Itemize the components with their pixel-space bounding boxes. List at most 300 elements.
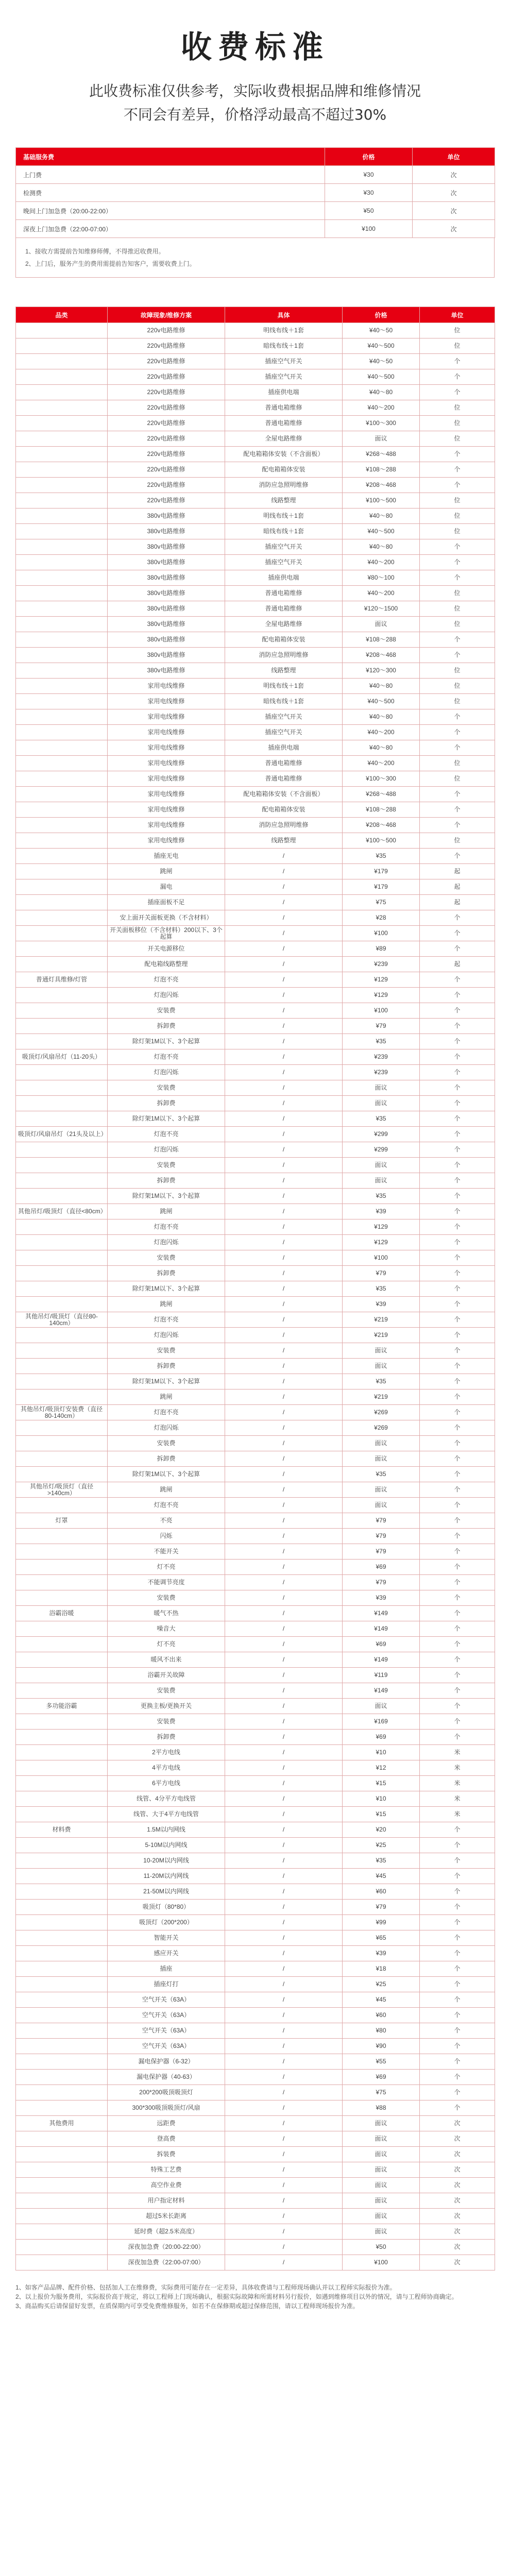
price-cell: ¥179 — [343, 864, 420, 879]
unit-cell: 个 — [420, 570, 495, 586]
category-cell — [16, 2147, 108, 2162]
unit-cell: 起 — [420, 895, 495, 910]
detail-cell: / — [225, 1467, 343, 1482]
main-header-cell: 单位 — [420, 307, 495, 323]
basic-cell: ¥100 — [325, 220, 413, 238]
price-cell: ¥40～80 — [343, 740, 420, 756]
issue-cell: 暖气不热 — [108, 1606, 225, 1621]
unit-cell: 位 — [420, 694, 495, 709]
detail-cell: / — [225, 1544, 343, 1560]
table-row — [16, 1127, 495, 1142]
price-cell: ¥40～50 — [343, 323, 420, 338]
price-cell: ¥299 — [343, 1142, 420, 1158]
category-cell — [16, 586, 108, 601]
price-cell: ¥129 — [343, 972, 420, 988]
category-cell — [16, 2209, 108, 2224]
unit-cell: 位 — [420, 663, 495, 679]
issue-cell: 除灯架1M以下、3个起算 — [108, 1111, 225, 1127]
issue-cell: 不亮 — [108, 1513, 225, 1529]
basic-note: 2、上门后，服务产生的费用需提前告知客户，需要收费上门。 — [25, 260, 196, 267]
table-row — [16, 524, 495, 539]
unit-cell: 个 — [420, 1235, 495, 1250]
unit-cell: 个 — [420, 1189, 495, 1204]
unit-cell: 个 — [420, 1158, 495, 1173]
table-row — [16, 910, 495, 926]
unit-cell: 米 — [420, 1760, 495, 1776]
unit-cell: 个 — [420, 1204, 495, 1219]
price-cell: ¥268～488 — [343, 787, 420, 802]
issue-cell: 空气开关（63A） — [108, 2008, 225, 2023]
unit-cell: 次 — [420, 2209, 495, 2224]
price-cell: ¥40～80 — [343, 509, 420, 524]
basic-row — [16, 166, 495, 184]
detail-cell: / — [225, 1142, 343, 1158]
table-row — [16, 1281, 495, 1297]
category-cell — [16, 493, 108, 509]
price-cell: ¥40～500 — [343, 338, 420, 354]
detail-cell: / — [225, 1791, 343, 1807]
price-cell: ¥208～468 — [343, 648, 420, 663]
unit-cell: 个 — [420, 1142, 495, 1158]
basic-cell: ¥30 — [325, 166, 413, 184]
category-cell — [16, 2193, 108, 2209]
table-row — [16, 1096, 495, 1111]
price-cell: 面议 — [343, 2224, 420, 2240]
detail-cell: / — [225, 1513, 343, 1529]
issue-cell: 220v电路维修 — [108, 400, 225, 416]
issue-cell: 家用电线维修 — [108, 725, 225, 740]
detail-cell: / — [225, 1915, 343, 1930]
issue-cell: 拆卸费 — [108, 1730, 225, 1745]
unit-cell: 位 — [420, 431, 495, 447]
category-cell — [16, 709, 108, 725]
issue-cell: 灯不亮 — [108, 1560, 225, 1575]
table-row — [16, 2178, 495, 2193]
price-cell: ¥100 — [343, 2255, 420, 2270]
issue-cell: 灯泡闪烁 — [108, 1328, 225, 1343]
price-cell: 面议 — [343, 2147, 420, 2162]
issue-cell: 380v电路维修 — [108, 663, 225, 679]
category-cell: 其他吊灯/吸顶灯（直径80-140cm） — [16, 1312, 108, 1328]
category-cell — [16, 2100, 108, 2116]
issue-cell: 220v电路维修 — [108, 462, 225, 478]
price-cell: ¥239 — [343, 1065, 420, 1080]
basic-row — [16, 202, 495, 220]
price-cell: ¥45 — [343, 1992, 420, 2008]
unit-cell: 次 — [420, 2162, 495, 2178]
table-row — [16, 1544, 495, 1560]
table-row — [16, 555, 495, 570]
issue-cell: 高空作业费 — [108, 2178, 225, 2193]
issue-cell: 家用电线维修 — [108, 679, 225, 694]
price-cell: ¥69 — [343, 1560, 420, 1575]
issue-cell: 灯泡闪烁 — [108, 1142, 225, 1158]
unit-cell: 位 — [420, 400, 495, 416]
unit-cell: 米 — [420, 1745, 495, 1760]
detail-cell: / — [225, 1003, 343, 1019]
issue-cell: 1.5M以内网线 — [108, 1822, 225, 1838]
issue-cell: 220v电路维修 — [108, 431, 225, 447]
table-row — [16, 709, 495, 725]
category-cell — [16, 1961, 108, 1977]
issue-cell: 插座 — [108, 1961, 225, 1977]
category-cell — [16, 771, 108, 787]
unit-cell: 个 — [420, 1529, 495, 1544]
price-cell: ¥10 — [343, 1791, 420, 1807]
table-row — [16, 1142, 495, 1158]
category-cell — [16, 1374, 108, 1389]
unit-cell: 个 — [420, 1420, 495, 1436]
detail-cell: / — [225, 1946, 343, 1961]
table-row — [16, 539, 495, 555]
category-cell — [16, 1019, 108, 1034]
category-cell — [16, 632, 108, 648]
detail-cell: / — [225, 1219, 343, 1235]
detail-cell: / — [225, 2085, 343, 2100]
price-cell: ¥80 — [343, 2023, 420, 2039]
category-cell: 吸顶灯/风扇吊灯（21头及以上） — [16, 1127, 108, 1142]
price-cell: ¥129 — [343, 1235, 420, 1250]
issue-cell: 220v电路维修 — [108, 478, 225, 493]
issue-cell: 灯泡不亮 — [108, 1498, 225, 1513]
price-cell: ¥100～500 — [343, 833, 420, 849]
detail-cell: / — [225, 2023, 343, 2039]
category-cell — [16, 1560, 108, 1575]
table-row — [16, 1204, 495, 1219]
price-cell: ¥269 — [343, 1420, 420, 1436]
category-cell — [16, 385, 108, 400]
unit-cell: 米 — [420, 1807, 495, 1822]
category-cell — [16, 570, 108, 586]
table-row — [16, 1049, 495, 1065]
category-cell — [16, 2085, 108, 2100]
unit-cell: 个 — [420, 1281, 495, 1297]
price-page — [15, 0, 495, 2311]
unit-cell: 个 — [420, 1173, 495, 1189]
price-cell: ¥208～468 — [343, 818, 420, 833]
unit-cell: 个 — [420, 1915, 495, 1930]
category-cell: 其他费用 — [16, 2116, 108, 2131]
unit-cell: 个 — [420, 2023, 495, 2039]
issue-cell: 拆卸费 — [108, 1173, 225, 1189]
detail-cell: / — [225, 1683, 343, 1699]
table-row — [16, 1590, 495, 1606]
price-cell: 面议 — [343, 617, 420, 632]
table-row — [16, 1173, 495, 1189]
table-row — [16, 431, 495, 447]
table-row — [16, 1498, 495, 1513]
unit-cell: 个 — [420, 1621, 495, 1637]
category-cell — [16, 1003, 108, 1019]
issue-cell: 6平方电线 — [108, 1776, 225, 1791]
subtitle — [15, 79, 495, 127]
unit-cell: 个 — [420, 1714, 495, 1730]
unit-cell: 个 — [420, 1111, 495, 1127]
issue-cell: 漏电保护器（40-63） — [108, 2070, 225, 2085]
table-row — [16, 879, 495, 895]
issue-cell: 灯泡闪烁 — [108, 1065, 225, 1080]
category-cell — [16, 2178, 108, 2193]
issue-cell: 除灯架1M以下、3个起算 — [108, 1374, 225, 1389]
table-row — [16, 1467, 495, 1482]
detail-cell: / — [225, 1235, 343, 1250]
issue-cell: 安装费 — [108, 1250, 225, 1266]
table-row — [16, 1019, 495, 1034]
issue-cell: 380v电路维修 — [108, 524, 225, 539]
category-cell — [16, 1158, 108, 1173]
issue-cell: 380v电路维修 — [108, 632, 225, 648]
price-cell: ¥79 — [343, 1513, 420, 1529]
price-cell: ¥99 — [343, 1915, 420, 1930]
detail-cell: / — [225, 988, 343, 1003]
main-header-row — [16, 307, 495, 323]
unit-cell: 个 — [420, 1436, 495, 1451]
detail-cell: 插座供电端 — [225, 385, 343, 400]
category-cell — [16, 1498, 108, 1513]
basic-cell: 次 — [413, 202, 495, 220]
table-row — [16, 1266, 495, 1281]
detail-cell: 配电箱箱体安装（不含面板） — [225, 787, 343, 802]
unit-cell: 个 — [420, 709, 495, 725]
table-row — [16, 1930, 495, 1946]
category-cell — [16, 694, 108, 709]
unit-cell: 位 — [420, 833, 495, 849]
unit-cell: 个 — [420, 1297, 495, 1312]
issue-cell: 跳闸 — [108, 1297, 225, 1312]
issue-cell: 灯泡不亮 — [108, 1127, 225, 1142]
issue-cell: 灯泡不亮 — [108, 1049, 225, 1065]
category-cell — [16, 1946, 108, 1961]
unit-cell: 个 — [420, 1374, 495, 1389]
category-cell — [16, 2008, 108, 2023]
unit-cell: 个 — [420, 1513, 495, 1529]
category-cell — [16, 941, 108, 957]
issue-cell: 跳闸 — [108, 864, 225, 879]
category-cell — [16, 1745, 108, 1760]
unit-cell: 个 — [420, 1034, 495, 1049]
issue-cell: 220v电路维修 — [108, 338, 225, 354]
issue-cell: 深夜加急费（20:00-22:00） — [108, 2240, 225, 2255]
issue-cell: 拆装费 — [108, 2147, 225, 2162]
issue-cell: 220v电路维修 — [108, 447, 225, 462]
table-row — [16, 849, 495, 864]
issue-cell: 吸顶灯（200*200） — [108, 1915, 225, 1930]
unit-cell: 个 — [420, 1869, 495, 1884]
basic-cell: 深夜上门加急费（22:00-07:00） — [16, 220, 325, 238]
detail-cell: / — [225, 1281, 343, 1297]
table-row — [16, 1961, 495, 1977]
table-row — [16, 740, 495, 756]
detail-cell: / — [225, 2116, 343, 2131]
unit-cell: 次 — [420, 2116, 495, 2131]
category-cell — [16, 539, 108, 555]
price-cell: ¥50 — [343, 2240, 420, 2255]
table-row — [16, 988, 495, 1003]
issue-cell: 除灯架1M以下、3个起算 — [108, 1467, 225, 1482]
detail-cell: / — [225, 1374, 343, 1389]
table-row — [16, 1312, 495, 1328]
detail-cell: / — [225, 1853, 343, 1869]
footer-note: 2、以上报价为服务费用，实际报价高于规定，将以工程师上门现场确认，根据实际故障和所需材料另行报价，如遇到维修项目以外的情况，请与工程师协商确定。 — [15, 2293, 458, 2300]
price-cell: ¥39 — [343, 1297, 420, 1312]
main-table-body — [16, 323, 495, 2270]
table-row — [16, 941, 495, 957]
category-cell — [16, 1838, 108, 1853]
basic-cell: ¥50 — [325, 202, 413, 220]
detail-cell: / — [225, 1019, 343, 1034]
unit-cell: 个 — [420, 2100, 495, 2116]
category-cell — [16, 1235, 108, 1250]
detail-cell: / — [225, 1189, 343, 1204]
issue-cell: 闪烁 — [108, 1529, 225, 1544]
category-cell — [16, 1065, 108, 1080]
unit-cell: 次 — [420, 2240, 495, 2255]
detail-cell: 普通电箱维修 — [225, 416, 343, 431]
unit-cell: 个 — [420, 2008, 495, 2023]
table-row — [16, 663, 495, 679]
detail-cell: 暗线布线＋1套 — [225, 524, 343, 539]
category-cell: 浴霸浴暖 — [16, 1606, 108, 1621]
table-row — [16, 1760, 495, 1776]
price-cell: ¥40～80 — [343, 709, 420, 725]
subtitle-line: 不同会有差异，价格浮动最高不超过30% — [123, 106, 387, 123]
price-cell: ¥55 — [343, 2054, 420, 2070]
issue-cell: 空气开关（63A） — [108, 2039, 225, 2054]
price-cell: 面议 — [343, 2178, 420, 2193]
price-cell: ¥40～80 — [343, 385, 420, 400]
table-row — [16, 1575, 495, 1590]
table-row — [16, 818, 495, 833]
category-cell — [16, 679, 108, 694]
price-cell: ¥35 — [343, 1853, 420, 1869]
price-cell: ¥108～288 — [343, 462, 420, 478]
unit-cell: 个 — [420, 1389, 495, 1405]
issue-cell: 除灯架1M以下、3个起算 — [108, 1034, 225, 1049]
table-row — [16, 462, 495, 478]
issue-cell: 灯泡不亮 — [108, 1405, 225, 1420]
table-row — [16, 2240, 495, 2255]
price-cell: ¥35 — [343, 1281, 420, 1297]
detail-cell: / — [225, 1992, 343, 2008]
unit-cell: 个 — [420, 802, 495, 818]
issue-cell: 吸顶灯（80*80） — [108, 1900, 225, 1915]
issue-cell: 家用电线维修 — [108, 771, 225, 787]
issue-cell: 380v电路维修 — [108, 617, 225, 632]
category-cell — [16, 1575, 108, 1590]
unit-cell: 个 — [420, 787, 495, 802]
category-cell — [16, 849, 108, 864]
price-cell: ¥40～50 — [343, 354, 420, 369]
category-cell — [16, 1250, 108, 1266]
category-cell — [16, 369, 108, 385]
detail-cell: / — [225, 1637, 343, 1652]
detail-cell: / — [225, 2070, 343, 2085]
detail-cell: / — [225, 1359, 343, 1374]
table-row — [16, 1621, 495, 1637]
unit-cell: 个 — [420, 1250, 495, 1266]
table-row — [16, 771, 495, 787]
detail-cell: / — [225, 1096, 343, 1111]
detail-cell: / — [225, 1049, 343, 1065]
category-cell — [16, 1884, 108, 1900]
issue-cell: 家用电线维修 — [108, 802, 225, 818]
unit-cell: 个 — [420, 1467, 495, 1482]
category-cell — [16, 988, 108, 1003]
unit-cell: 次 — [420, 2224, 495, 2240]
unit-cell: 位 — [420, 601, 495, 617]
issue-cell: 开关面板移位（不含材料）200以下、3个起算 — [108, 926, 225, 941]
issue-cell: 灯泡不亮 — [108, 1219, 225, 1235]
unit-cell: 位 — [420, 509, 495, 524]
price-cell: ¥40～200 — [343, 555, 420, 570]
detail-cell: 配电箱箱体安装 — [225, 632, 343, 648]
detail-cell: / — [225, 1328, 343, 1343]
category-cell — [16, 2224, 108, 2240]
category-cell — [16, 617, 108, 632]
detail-cell: / — [225, 1760, 343, 1776]
basic-cell: 上门费 — [16, 166, 325, 184]
unit-cell: 个 — [420, 1451, 495, 1467]
issue-cell: 拆卸费 — [108, 1266, 225, 1281]
issue-cell: 2平方电线 — [108, 1745, 225, 1760]
unit-cell: 个 — [420, 2039, 495, 2054]
issue-cell: 空气开关（63A） — [108, 1992, 225, 2008]
issue-cell: 配电箱线路整理 — [108, 957, 225, 972]
price-cell: ¥40～200 — [343, 400, 420, 416]
table-row — [16, 1977, 495, 1992]
issue-cell: 跳闸 — [108, 1389, 225, 1405]
category-cell — [16, 1683, 108, 1699]
detail-cell: 消防应急照明维修 — [225, 648, 343, 663]
issue-cell: 380v电路维修 — [108, 509, 225, 524]
detail-cell: / — [225, 1405, 343, 1420]
price-cell: 面议 — [343, 1173, 420, 1189]
price-cell: ¥120～300 — [343, 663, 420, 679]
price-cell: ¥12 — [343, 1760, 420, 1776]
price-cell: ¥79 — [343, 1266, 420, 1281]
unit-cell: 个 — [420, 648, 495, 663]
issue-cell: 延时费（超2.5米高度） — [108, 2224, 225, 2240]
issue-cell: 380v电路维修 — [108, 586, 225, 601]
detail-cell: / — [225, 1621, 343, 1637]
detail-cell: 明线布线＋1套 — [225, 323, 343, 338]
category-cell — [16, 1807, 108, 1822]
price-cell: 面议 — [343, 1158, 420, 1173]
detail-cell: 消防应急照明维修 — [225, 478, 343, 493]
table-row — [16, 1389, 495, 1405]
table-row — [16, 2193, 495, 2209]
table-row — [16, 478, 495, 493]
detail-cell: / — [225, 1482, 343, 1498]
category-cell — [16, 2039, 108, 2054]
detail-cell: / — [225, 2193, 343, 2209]
category-cell: 多功能浴霸 — [16, 1699, 108, 1714]
table-row — [16, 1529, 495, 1544]
category-cell — [16, 2162, 108, 2178]
issue-cell: 安装费 — [108, 1080, 225, 1096]
issue-cell: 用户指定材料 — [108, 2193, 225, 2209]
detail-cell: / — [225, 1575, 343, 1590]
detail-cell: / — [225, 910, 343, 926]
table-row — [16, 2023, 495, 2039]
table-row — [16, 2070, 495, 2085]
price-cell: ¥35 — [343, 1034, 420, 1049]
price-cell: ¥39 — [343, 1204, 420, 1219]
price-cell: ¥299 — [343, 1127, 420, 1142]
unit-cell: 个 — [420, 725, 495, 740]
price-cell: ¥40～500 — [343, 524, 420, 539]
basic-cell: 晚间上门加急费（20:00-22:00） — [16, 202, 325, 220]
